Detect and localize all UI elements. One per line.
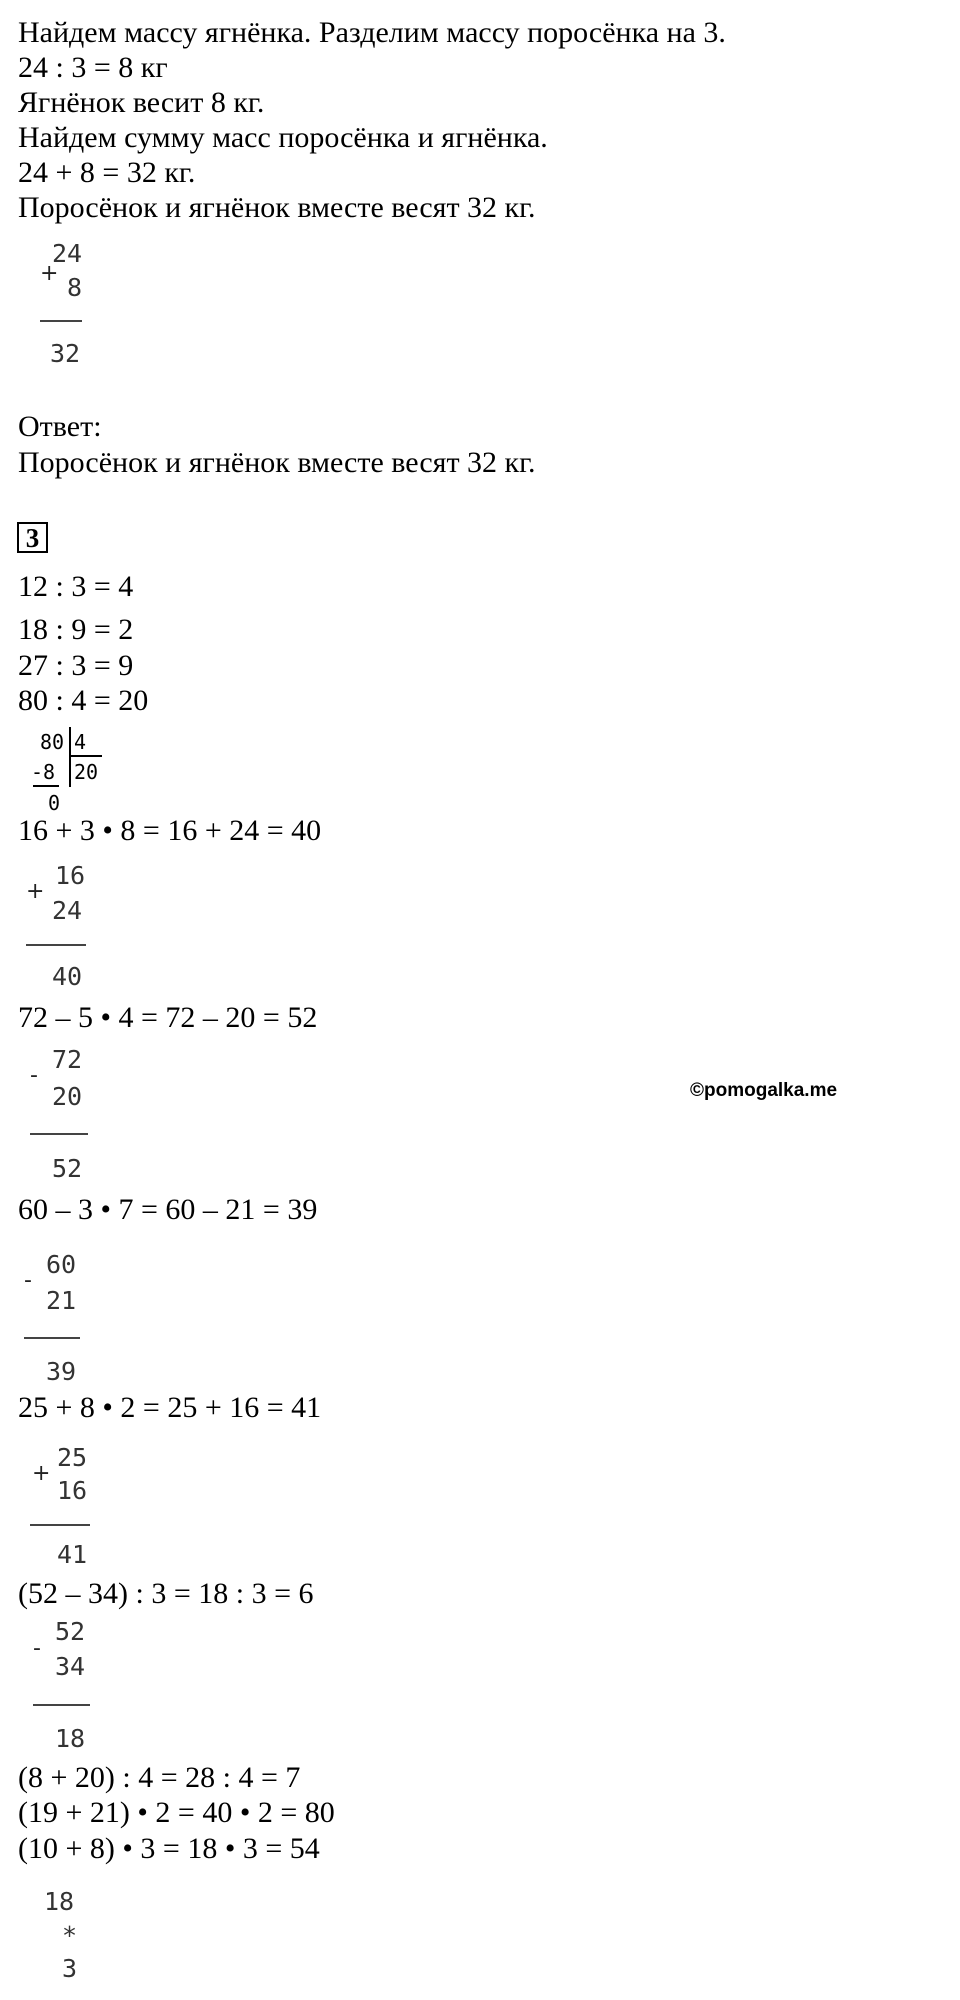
plus-sign: +	[40, 261, 59, 286]
subtract-line	[33, 785, 59, 787]
equation: 80 : 4 = 20	[18, 684, 149, 717]
column-line	[40, 320, 82, 322]
column-line	[33, 1704, 90, 1706]
minus-sign: -	[24, 1268, 32, 1293]
column-operand: 16	[55, 861, 86, 890]
column-result: 52	[52, 1154, 83, 1183]
multiply-sign: *	[62, 1921, 78, 1950]
equation: 16 + 3 • 8 = 16 + 24 = 40	[18, 814, 322, 847]
column-operand: 72	[52, 1045, 83, 1074]
column-operand: 3	[62, 1954, 78, 1983]
column-operand: 21	[46, 1286, 77, 1315]
column-operand: 25	[57, 1443, 88, 1472]
division-line	[70, 755, 102, 757]
equation: (52 – 34) : 3 = 18 : 3 = 6	[18, 1577, 314, 1610]
division-bar	[69, 727, 71, 787]
column-operand: 24	[52, 896, 83, 925]
dividend: 80	[40, 730, 65, 754]
remainder: 0	[48, 791, 61, 815]
equation: 25 + 8 • 2 = 25 + 16 = 41	[18, 1391, 322, 1424]
equation: (8 + 20) : 4 = 28 : 4 = 7	[18, 1761, 301, 1794]
column-operand: 60	[46, 1250, 77, 1279]
equation: (19 + 21) • 2 = 40 • 2 = 80	[18, 1796, 335, 1829]
column-line	[30, 1524, 90, 1526]
column-operand: 52	[55, 1617, 86, 1646]
answer-text: Поросёнок и ягнёнок вместе весят 32 кг.	[18, 446, 536, 479]
column-result: 32	[50, 339, 81, 368]
column-operand: 16	[57, 1476, 88, 1505]
equation: 12 : 3 = 4	[18, 570, 134, 603]
text-line: Найдем массу ягнёнка. Разделим массу поросёнка на 3.	[18, 16, 726, 49]
text-line: Поросёнок и ягнёнок вместе весят 32 кг.	[18, 191, 536, 224]
minus-sign: -	[30, 1063, 38, 1088]
quotient: 20	[74, 760, 99, 784]
column-operand: 18	[44, 1887, 75, 1916]
plus-sign: +	[32, 1461, 51, 1486]
column-result: 40	[52, 962, 83, 991]
column-operand: 20	[52, 1082, 83, 1111]
column-operand: 8	[67, 273, 83, 302]
equation: (10 + 8) • 3 = 18 • 3 = 54	[18, 1832, 320, 1865]
column-line	[30, 1133, 88, 1135]
equation: 18 : 9 = 2	[18, 613, 134, 646]
column-operand: 34	[55, 1652, 86, 1681]
equation: 60 – 3 • 7 = 60 – 21 = 39	[18, 1193, 318, 1226]
column-line	[26, 944, 86, 946]
divisor: 4	[74, 730, 87, 754]
task-number: 3	[17, 522, 48, 553]
column-result: 41	[57, 1540, 88, 1569]
column-result: 18	[55, 1724, 86, 1753]
text-line: 24 + 8 = 32 кг.	[18, 156, 196, 189]
text-line: 24 : 3 = 8 кг	[18, 51, 168, 84]
answer-label: Ответ:	[18, 410, 102, 443]
watermark: ©pomogalka.me	[690, 1080, 838, 1101]
column-result: 39	[46, 1357, 77, 1386]
column-operand: 24	[52, 239, 83, 268]
minus-sign: -	[33, 1636, 41, 1661]
plus-sign: +	[26, 879, 45, 904]
text-line: Найдем сумму масс поросёнка и ягнёнка.	[18, 121, 548, 154]
subtrahend: -8	[31, 760, 56, 784]
equation: 27 : 3 = 9	[18, 649, 134, 682]
text-line: Ягнёнок весит 8 кг.	[18, 86, 265, 119]
equation: 72 – 5 • 4 = 72 – 20 = 52	[18, 1001, 318, 1034]
column-line	[24, 1337, 80, 1339]
